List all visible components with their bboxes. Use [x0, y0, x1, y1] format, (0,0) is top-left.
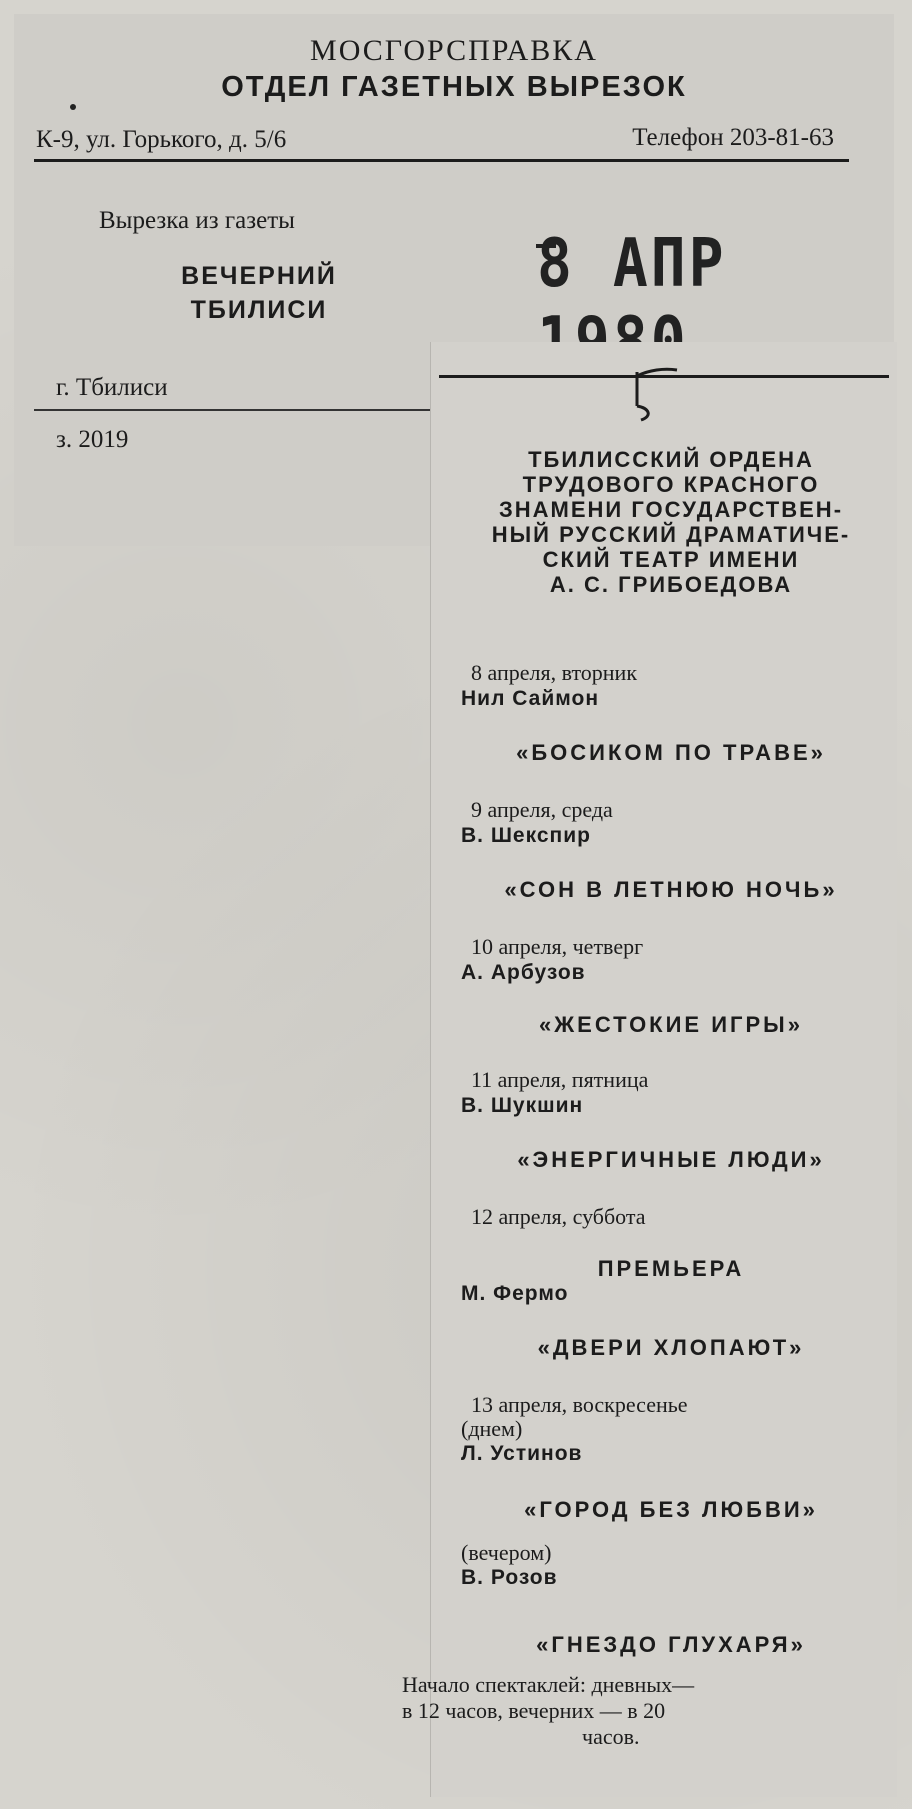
footer-line: часов.: [582, 1724, 640, 1749]
address: К-9, ул. Горького, д. 5/6: [36, 126, 287, 153]
ink-dot: [70, 104, 76, 110]
performance-date: (вечером): [461, 1540, 552, 1565]
newspaper-line-1: ВЕЧЕРНИЙ: [181, 262, 337, 290]
theatre-line: А. С. ГРИБОЕДОВА: [549, 572, 793, 597]
performance-title: «ГНЕЗДО ГЛУХАРЯ»: [536, 1632, 806, 1657]
header-rule: [34, 159, 849, 162]
performance-author: А. Арбузов: [461, 961, 586, 984]
newspaper-line-2: ТБИЛИСИ: [190, 296, 328, 324]
performance-date: 11 апреля, пятница: [471, 1067, 649, 1092]
premiere-note: ПРЕМЬЕРА: [597, 1256, 745, 1281]
city: г. Тбилиси: [56, 374, 168, 401]
issue-number: з. 2019: [56, 426, 129, 453]
performance-author: М. Фермо: [461, 1282, 569, 1305]
footer-line: Начало спектаклей: дневных—: [402, 1672, 695, 1697]
newspaper-name: [149, 259, 369, 327]
theatre-name: [451, 447, 891, 597]
theatre-line: СКИЙ ТЕАТР ИМЕНИ: [542, 547, 800, 572]
org-name: МОСГОРСПРАВКА: [310, 34, 598, 67]
performance-author: В. Шукшин: [461, 1094, 584, 1117]
theatre-line: НЫЙ РУССКИЙ ДРАМАТИЧЕ-: [491, 522, 851, 547]
performance-title: «ЭНЕРГИЧНЫЕ ЛЮДИ»: [517, 1147, 825, 1172]
performance-date: 9 апреля, среда: [471, 797, 613, 822]
city-rule: [34, 409, 444, 411]
phone: Телефон 203-81-63: [632, 124, 834, 151]
performance-date: 8 апреля, вторник: [471, 660, 638, 685]
handwritten-mark-icon: [619, 364, 679, 424]
performance-date: 13 апреля, воскресенье: [471, 1392, 688, 1417]
performance-date: 10 апреля, четверг: [471, 934, 644, 959]
newspaper-clipping: [430, 342, 897, 1797]
performance-author: Л. Устинов: [461, 1442, 583, 1465]
date-stamp: 8 АПР: [537, 223, 727, 302]
department-name: ОТДЕЛ ГАЗЕТНЫХ ВЫРЕЗОК: [221, 71, 687, 103]
performance-title: «БОСИКОМ ПО ТРАВЕ»: [516, 740, 826, 765]
footer-line: в 12 часов, вечерних — в 20: [402, 1698, 666, 1723]
performance-date-note: (днем): [461, 1416, 523, 1441]
performance-date: 12 апреля, суббота: [471, 1204, 646, 1229]
performance-title: «ГОРОД БЕЗ ЛЮБВИ»: [524, 1497, 818, 1522]
source-label: Вырезка из газеты: [99, 207, 295, 234]
performance-title: «ДВЕРИ ХЛОПАЮТ»: [537, 1335, 805, 1360]
performance-author: Нил Саймон: [461, 687, 600, 710]
performance-title: «ЖЕСТОКИЕ ИГРЫ»: [539, 1012, 803, 1037]
performance-title: «СОН В ЛЕТНЮЮ НОЧЬ»: [504, 877, 838, 902]
performance-author: В. Шекспир: [461, 824, 591, 847]
performance-author: В. Розов: [461, 1566, 558, 1589]
theatre-line: ТРУДОВОГО КРАСНОГО: [522, 472, 820, 497]
theatre-line: ЗНАМЕНИ ГОСУДАРСТВЕН-: [498, 497, 844, 522]
theatre-line: ТБИЛИССКИЙ ОРДЕНА: [528, 447, 814, 472]
